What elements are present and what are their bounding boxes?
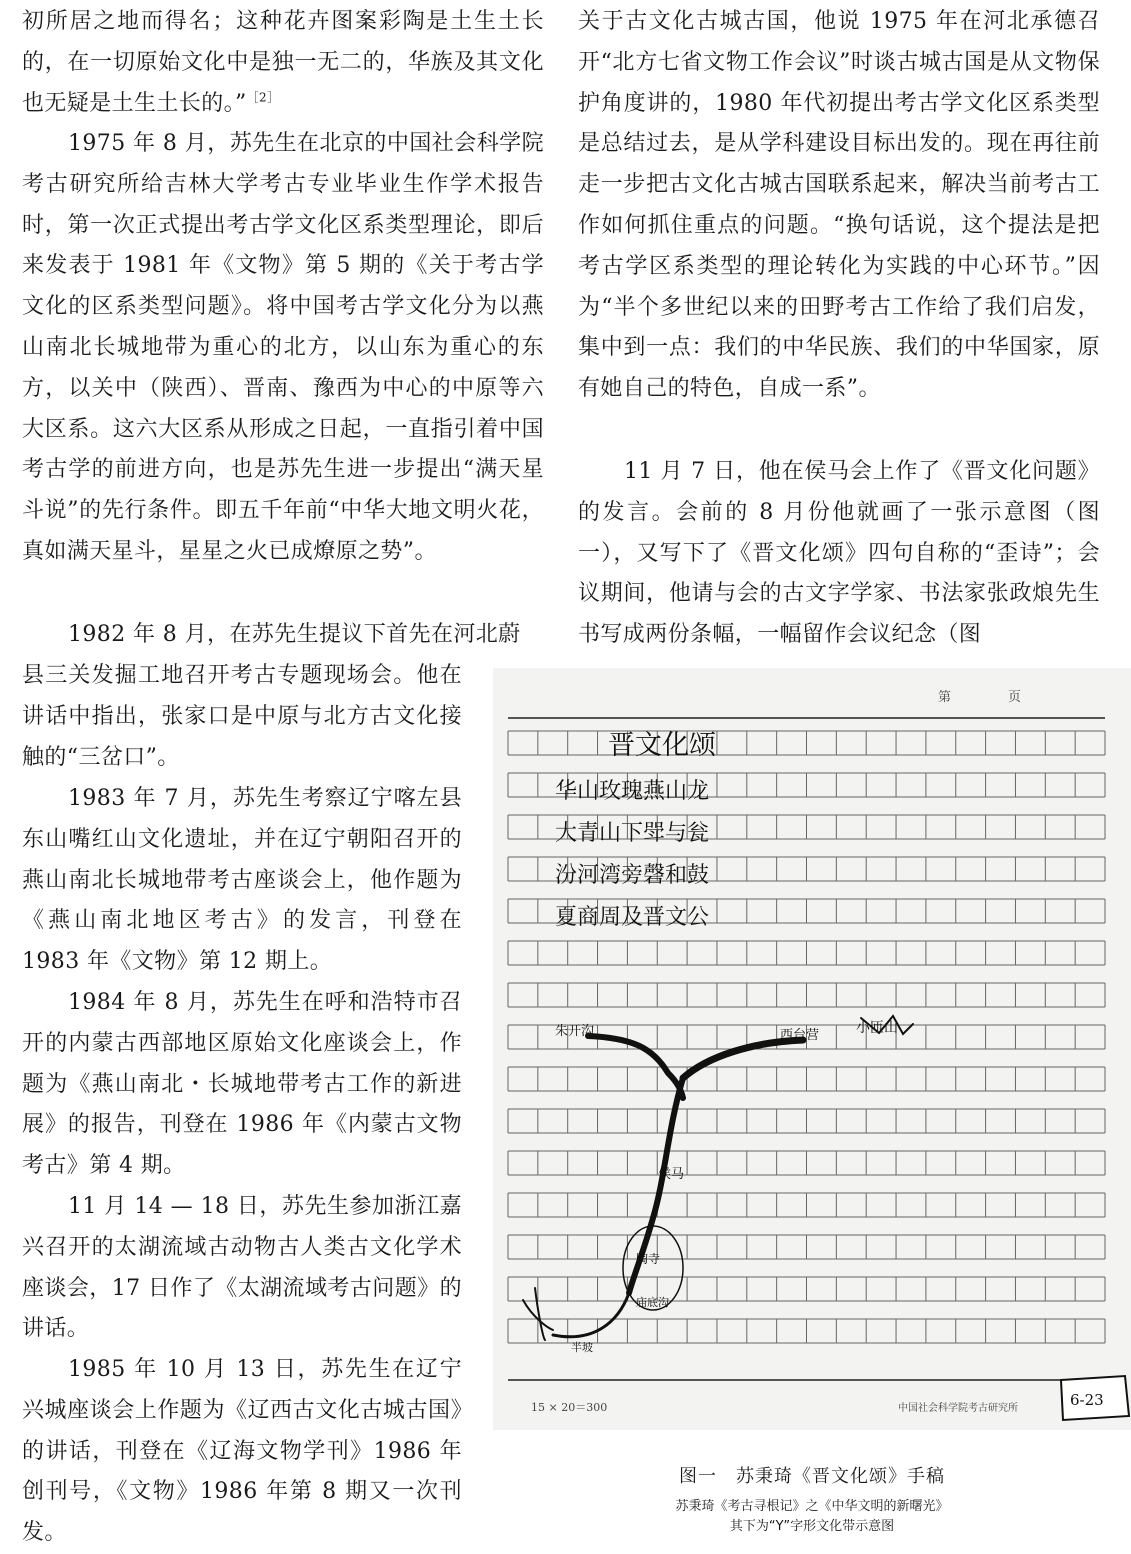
header-di: 第 bbox=[938, 690, 952, 705]
page-tag: 6-23 bbox=[1070, 1391, 1104, 1409]
paragraph-1984: 1984 年 8 月，苏先生在呼和浩特市召开的内蒙古西部地区原始文化座谈会上，作题为《燕山南北・长城地带考古工作的新进展》的报告，刊登在 1986 年《内蒙古文物考古》第 4 期。 bbox=[22, 990, 462, 1179]
hand-line-2: 大青山下斝与瓮 bbox=[555, 821, 710, 846]
paragraph-houma: 11 月 7 日，他在侯马会上作了《晋文化问题》的发言。会前的 8 月份他就画了一张示意图（图一），又写下了《晋文化颂》四句自称的“歪诗”；会议期间，他请与会的古文字学家、书法家张政烺先生书写成两份条幅，一幅留作会议纪念（图 bbox=[578, 459, 1100, 648]
map-label-banpo: 半坡 bbox=[571, 1341, 593, 1354]
paragraph-1984-nov: 11 月 14 — 18 日，苏先生参加浙江嘉兴召开的太湖流域古动物古人类古文化学术座谈会，17 日作了《太湖流域考古问题》的讲话。 bbox=[22, 1194, 462, 1342]
manuscript-figure bbox=[493, 668, 1131, 1430]
paragraph-1985: 1985 年 10 月 13 日，苏先生在辽宁兴城座谈会上作题为《辽西古文化古城古国》的讲话，刊登在《辽海文物学刊》1986 年创刊号，《文物》1986 年第 8 期又一次刊发。 bbox=[22, 1357, 462, 1546]
footer-institute: 中国社会科学院考古研究所 bbox=[898, 1403, 1018, 1414]
map-label-miaodigou: 庙底沟 bbox=[636, 1296, 669, 1309]
paragraph-1982-rest: 县三关发掘工地召开考古专题现场会。他在讲话中指出，张家口是中原与北方古文化接触的“三岔口”。 bbox=[22, 663, 462, 770]
hand-title: 晋文化颂 bbox=[608, 730, 716, 761]
map-label-houma: 侯马 bbox=[658, 1167, 685, 1182]
manuscript-drawing bbox=[493, 668, 1131, 1430]
map-label-xiaozashan: 小匝山 bbox=[856, 1020, 898, 1036]
hand-line-1: 华山玫瑰燕山龙 bbox=[555, 779, 710, 804]
hand-line-3: 汾河湾旁磬和鼓 bbox=[555, 863, 710, 888]
map-label-zhukaigou: 朱开沟 bbox=[555, 1024, 595, 1039]
figure-source-line-1: 苏秉琦《考古寻根记》之《中华文明的新曙光》 bbox=[675, 1499, 949, 1514]
paragraph-1982-start: 1982 年 8 月，在苏先生提议下首先在河北蔚 bbox=[68, 622, 521, 647]
map-label-taosi: 陶寺 bbox=[636, 1252, 661, 1266]
reference-mark: ［2］ bbox=[246, 90, 280, 105]
figure-caption: 图一 苏秉琦《晋文化颂》手稿 bbox=[679, 1466, 945, 1487]
paragraph-intro-end: 初所居之地而得名；这种花卉图案彩陶是土生土长的，在一切原始文化中是独一无二的，华族及其文化也无疑是土生土长的。”$^{[2]}$ bbox=[22, 9, 544, 116]
header-ye: 页 bbox=[1008, 690, 1022, 705]
paragraph-1975: 1975 年 8 月，苏先生在北京的中国社会科学院考古研究所给吉林大学考古专业毕业生作学术报告时，第一次正式提出考古学文化区系类型理论，即后来发表于 1981 年《文物》第 5 期的《关于考古学文化的区系类型问题》。将中国考古学文化分为以燕山南北长城地带为重心的北方，以山东为重心的东方，以关中（陕西）、晋南、豫西为中心的中原等六大区系。这六大区系从形成之日起，一直指引着中国考古学的前进方向，也是苏先生进一步提出“满天星斗说”的先行条件。即五千年前“中华大地文明火花，真如满天星斗，星星之火已成燎原之势”。 bbox=[22, 131, 544, 564]
paragraph-1983: 1983 年 7 月，苏先生考察辽宁喀左县东山嘴红山文化遗址，并在辽宁朝阳召开的燕山南北长城地带考古座谈会上，他作题为《燕山南北地区考古》的发言，刊登在 1983 年《文物》第 12 期上。 bbox=[22, 786, 462, 975]
map-label-xitaiying: 西台营 bbox=[780, 1028, 820, 1043]
figure-source-line-2: 其下为“Y”字形文化带示意图 bbox=[729, 1519, 895, 1534]
paragraph-ancient-city: 关于古文化古城古国，他说 1975 年在河北承德召开“北方七省文物工作会议”时谈古城古国是从文物保护角度讲的，1980 年代初提出考古学文化区系类型是总结过去，是从学科建设目标出发的。现在再往前走一步把古文化古城古国联系起来，解决当前考古工作如何抓住重点的问题。“换句话说，这个提法是把考古学区系类型的理论转化为实践的中心环节。”因为“半个多世纪以来的田野考古工作给了我们启发，集中到一点：我们的中华民族、我们的中华国家，原有她自己的特色，自成一系”。 bbox=[578, 9, 1100, 402]
footer-grid-size: 15 × 20＝300 bbox=[531, 1401, 608, 1414]
hand-line-4: 夏商周及晋文公 bbox=[555, 905, 710, 930]
